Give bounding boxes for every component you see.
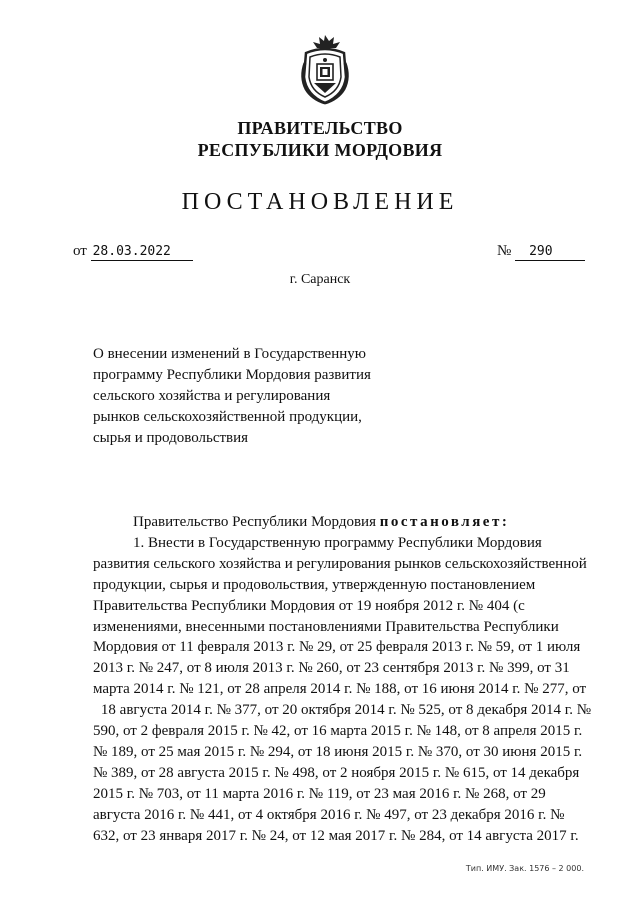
date-prefix: от [73, 243, 87, 259]
subject-line: сырья и продовольствия [93, 430, 249, 446]
body-line: изменениями, внесенными постановлениями Правительства Республики [93, 618, 559, 635]
subject-line: сельского хозяйства и регулирования [93, 388, 331, 404]
document-type-title: ПОСТАНОВЛЕНИЕ [181, 189, 459, 215]
document-number: 290 [515, 244, 585, 261]
preamble-emphasis: постановляет: [379, 514, 510, 530]
document-subject [93, 344, 393, 449]
body-line: развития сельского хозяйства и регулирования рынков сельскохозяйственной [93, 555, 587, 572]
government-name-line2: РЕСПУБЛИКИ МОРДОВИЯ [197, 140, 443, 160]
date-row [73, 243, 193, 261]
subject-line: программу Республики Мордовия развития [93, 367, 371, 383]
document-body [93, 512, 599, 847]
body-line: № 389, от 28 августа 2015 г. № 498, от 2 ноября 2015 г. № 615, от 14 декабря [93, 764, 580, 781]
city: г. Саранск [289, 272, 351, 287]
body-line: 18 августа 2014 г. № 377, от 20 октября 2014 г. № 525, от 8 декабря 2014 г. № [100, 702, 592, 719]
body-line: Мордовия от 11 февраля 2013 г. № 29, от 25 февраля 2013 г. № 59, от 1 июля [93, 639, 581, 656]
preamble-text: Правительство Республики Мордовия [133, 514, 380, 530]
body-line: августа 2016 г. № 441, от 4 октября 2016 г. № 497, от 23 декабря 2016 г. № [93, 806, 565, 823]
body-line: 632, от 23 января 2017 г. № 24, от 12 мая 2017 г. № 284, от 14 августа 2017 г. [93, 827, 579, 844]
body-line: Правительства Республики Мордовия от 19 ноября 2012 г. № 404 (с [93, 597, 525, 614]
print-footer: Тип. ИМУ. Зак. 1576 – 2 000. [465, 864, 584, 873]
body-line: 590, от 2 февраля 2015 г. № 42, от 16 марта 2015 г. № 148, от 8 апреля 2015 г. [93, 723, 583, 740]
body-line: марта 2014 г. № 121, от 28 апреля 2014 г. № 188, от 16 июня 2014 г. № 277, от [93, 681, 587, 698]
body-line: № 189, от 25 мая 2015 г. № 294, от 18 июня 2015 г. № 370, от 30 июня 2015 г. [93, 743, 583, 760]
body-line: 2015 г. № 703, от 11 марта 2016 г. № 119, от 23 мая 2016 г. № 268, от 29 [93, 785, 546, 802]
number-prefix: № [497, 243, 512, 259]
preamble [93, 512, 599, 533]
number-row [497, 243, 585, 261]
government-name-line1: ПРАВИТЕЛЬСТВО [237, 118, 403, 138]
body-line: 1. Внести в Государственную программу Республики Мордовия [133, 534, 542, 551]
body-line: 2013 г. № 247, от 8 июля 2013 г. № 260, от 23 сентября 2013 г. № 399, от 31 [93, 660, 570, 677]
coat-of-arms-icon [296, 33, 354, 105]
subject-line: О внесении изменений в Государственную [93, 346, 366, 362]
document-date: 28.03.2022 [91, 244, 193, 261]
subject-line: рынков сельскохозяйственной продукции, [93, 409, 362, 425]
body-line: продукции, сырья и продовольствия, утвержденную постановлением [93, 576, 536, 593]
